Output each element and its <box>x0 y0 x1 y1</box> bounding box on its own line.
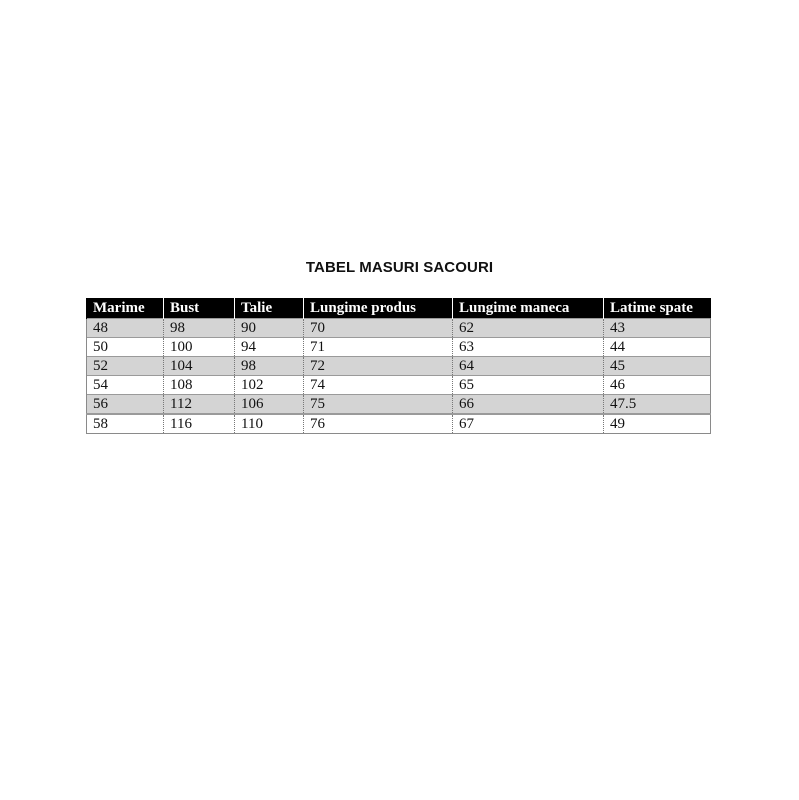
table-cell: 46 <box>604 376 711 395</box>
table-cell: 116 <box>164 414 235 434</box>
table-row <box>87 376 711 395</box>
table-cell: 67 <box>453 414 604 434</box>
table-cell: 71 <box>304 338 453 357</box>
table-cell: 100 <box>164 338 235 357</box>
table-cell: 102 <box>235 376 304 395</box>
table-cell: 72 <box>304 357 453 376</box>
table-cell: 64 <box>453 357 604 376</box>
table-cell: 76 <box>304 414 453 434</box>
table-cell: 75 <box>304 395 453 415</box>
table-row <box>87 357 711 376</box>
table-cell: 65 <box>453 376 604 395</box>
table-cell: 90 <box>235 319 304 338</box>
table-cell: 44 <box>604 338 711 357</box>
table-cell: 50 <box>87 338 164 357</box>
table-cell: 52 <box>87 357 164 376</box>
table-cell: 47.5 <box>604 395 711 415</box>
table-row <box>87 414 711 434</box>
table-cell: 106 <box>235 395 304 415</box>
table-cell: 104 <box>164 357 235 376</box>
table-cell: 110 <box>235 414 304 434</box>
table-cell: 43 <box>604 319 711 338</box>
column-header-talie: Talie <box>235 298 304 319</box>
table-cell: 112 <box>164 395 235 415</box>
table-cell: 48 <box>87 319 164 338</box>
table-cell: 54 <box>87 376 164 395</box>
table-row <box>87 319 711 338</box>
table-cell: 63 <box>453 338 604 357</box>
table-cell: 56 <box>87 395 164 415</box>
table-cell: 66 <box>453 395 604 415</box>
column-header-lungime-produs: Lungime produs <box>304 298 453 319</box>
column-header-bust: Bust <box>164 298 235 319</box>
table-header-row <box>87 298 711 319</box>
table-row <box>87 338 711 357</box>
page-title: TABEL MASURI SACOURI <box>305 259 494 276</box>
table-cell: 45 <box>604 357 711 376</box>
table-cell: 98 <box>235 357 304 376</box>
table-cell: 94 <box>235 338 304 357</box>
column-header-marime: Marime <box>87 298 164 319</box>
table-cell: 58 <box>87 414 164 434</box>
table-cell: 70 <box>304 319 453 338</box>
table-cell: 108 <box>164 376 235 395</box>
column-header-lungime-maneca: Lungime maneca <box>453 298 604 319</box>
table-cell: 74 <box>304 376 453 395</box>
table-row <box>87 395 711 415</box>
column-header-latime-spate: Latime spate <box>604 298 711 319</box>
size-table <box>86 298 711 434</box>
table-cell: 98 <box>164 319 235 338</box>
table-cell: 62 <box>453 319 604 338</box>
table-cell: 49 <box>604 414 711 434</box>
